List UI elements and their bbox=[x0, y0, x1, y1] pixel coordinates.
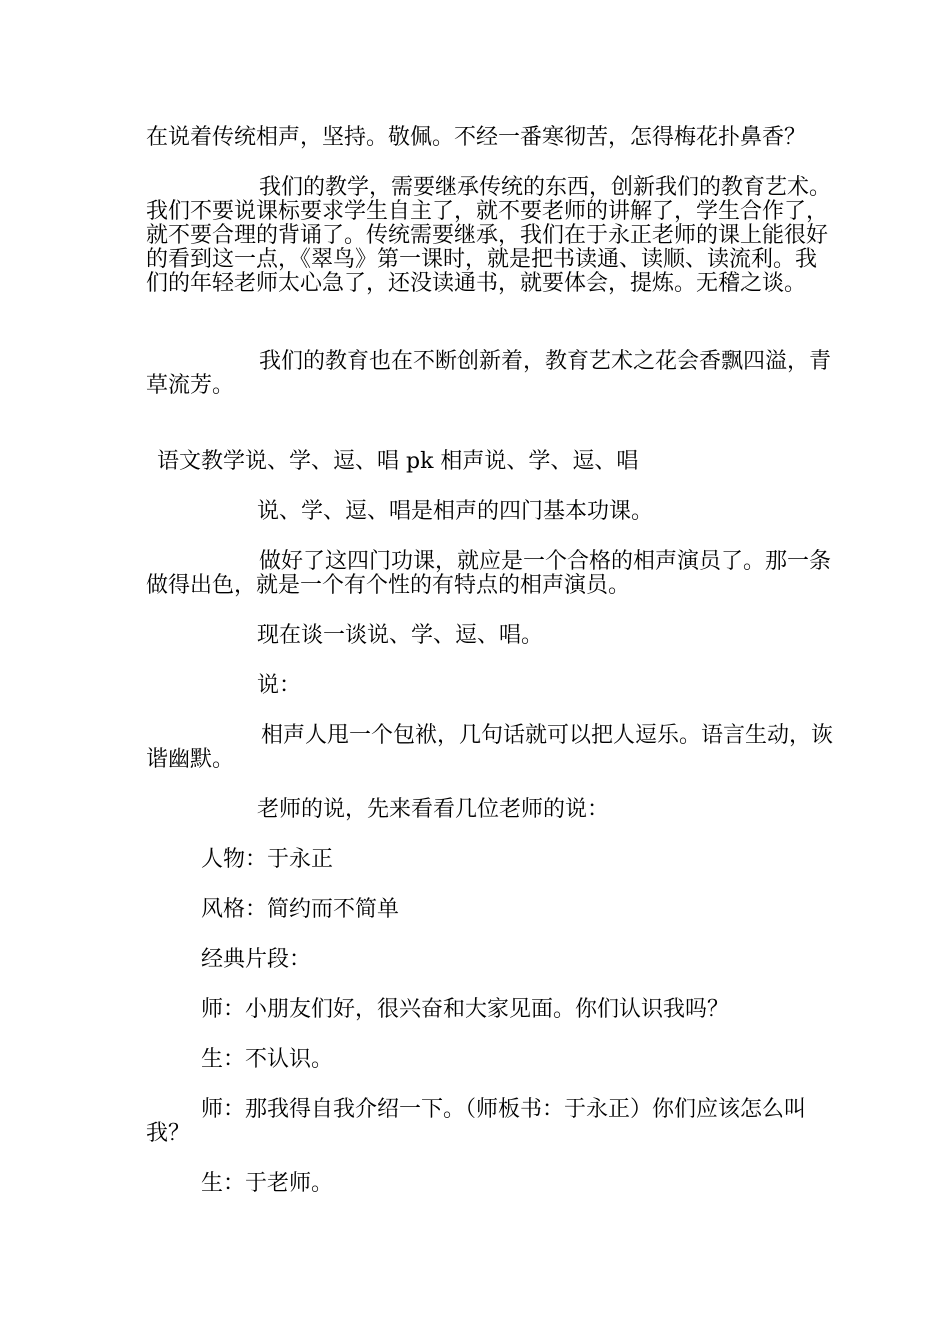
paragraph-classic-excerpt: 经典片段： bbox=[201, 947, 312, 972]
dialogue-student-reply: 生：不认识。 bbox=[201, 1047, 334, 1072]
paragraph-teaching-inheritance: 我们的教学，需要继承传统的东西，创新我们的教育艺术。我们不要说课标要求学生自主了，就不要老师的讲解了，学生合作了，就不要合理的背诵了。传统需要继承，我们在于永正老师的课上能很好的看到这一点，《翠鸟》第一课时，就是把书读通、读顺、读流利。我们的年轻老师太心急了，还没读通书，就要体会，提炼。无稽之谈。 bbox=[146, 175, 832, 296]
paragraph-qualified-performer: 做好了这四门功课，就应是一个合格的相声演员了。那一条做得出色，就是一个有个性的有特点的相声演员。 bbox=[146, 549, 832, 598]
dialogue-teacher-greeting: 师：小朋友们好，很兴奋和大家见面。你们认识我吗？ bbox=[201, 997, 730, 1022]
paragraph-person: 人物：于永正 bbox=[201, 847, 334, 872]
paragraph-discuss-intro: 现在谈一谈说、学、逗、唱。 bbox=[257, 623, 544, 648]
section-heading: 语文教学说、学、逗、唱 pk 相声说、学、逗、唱 bbox=[157, 449, 639, 474]
paragraph-traditional-crosstalk: 在说着传统相声，坚持。敬佩。不经一番寒彻苦，怎得梅花扑鼻香？ bbox=[146, 125, 807, 150]
paragraph-education-innovation: 我们的教育也在不断创新着，教育艺术之花会香飘四溢，青草流芳。 bbox=[146, 349, 832, 398]
paragraph-style: 风格：简约而不简单 bbox=[201, 897, 400, 922]
paragraph-four-skills: 说、学、逗、唱是相声的四门基本功课。 bbox=[257, 499, 654, 524]
dialogue-student-answer: 生：于老师。 bbox=[201, 1171, 334, 1196]
paragraph-teacher-speak: 老师的说，先来看看几位老师的说： bbox=[257, 797, 610, 822]
paragraph-speak-label: 说： bbox=[257, 673, 302, 698]
paragraph-crosstalk-humor: 相声人甩一个包袱，几句话就可以把人逗乐。语言生动，诙谐幽默。 bbox=[146, 723, 834, 772]
dialogue-teacher-introduce: 师：那我得自我介绍一下。（师板书：于永正）你们应该怎么叫我？ bbox=[146, 1097, 807, 1146]
